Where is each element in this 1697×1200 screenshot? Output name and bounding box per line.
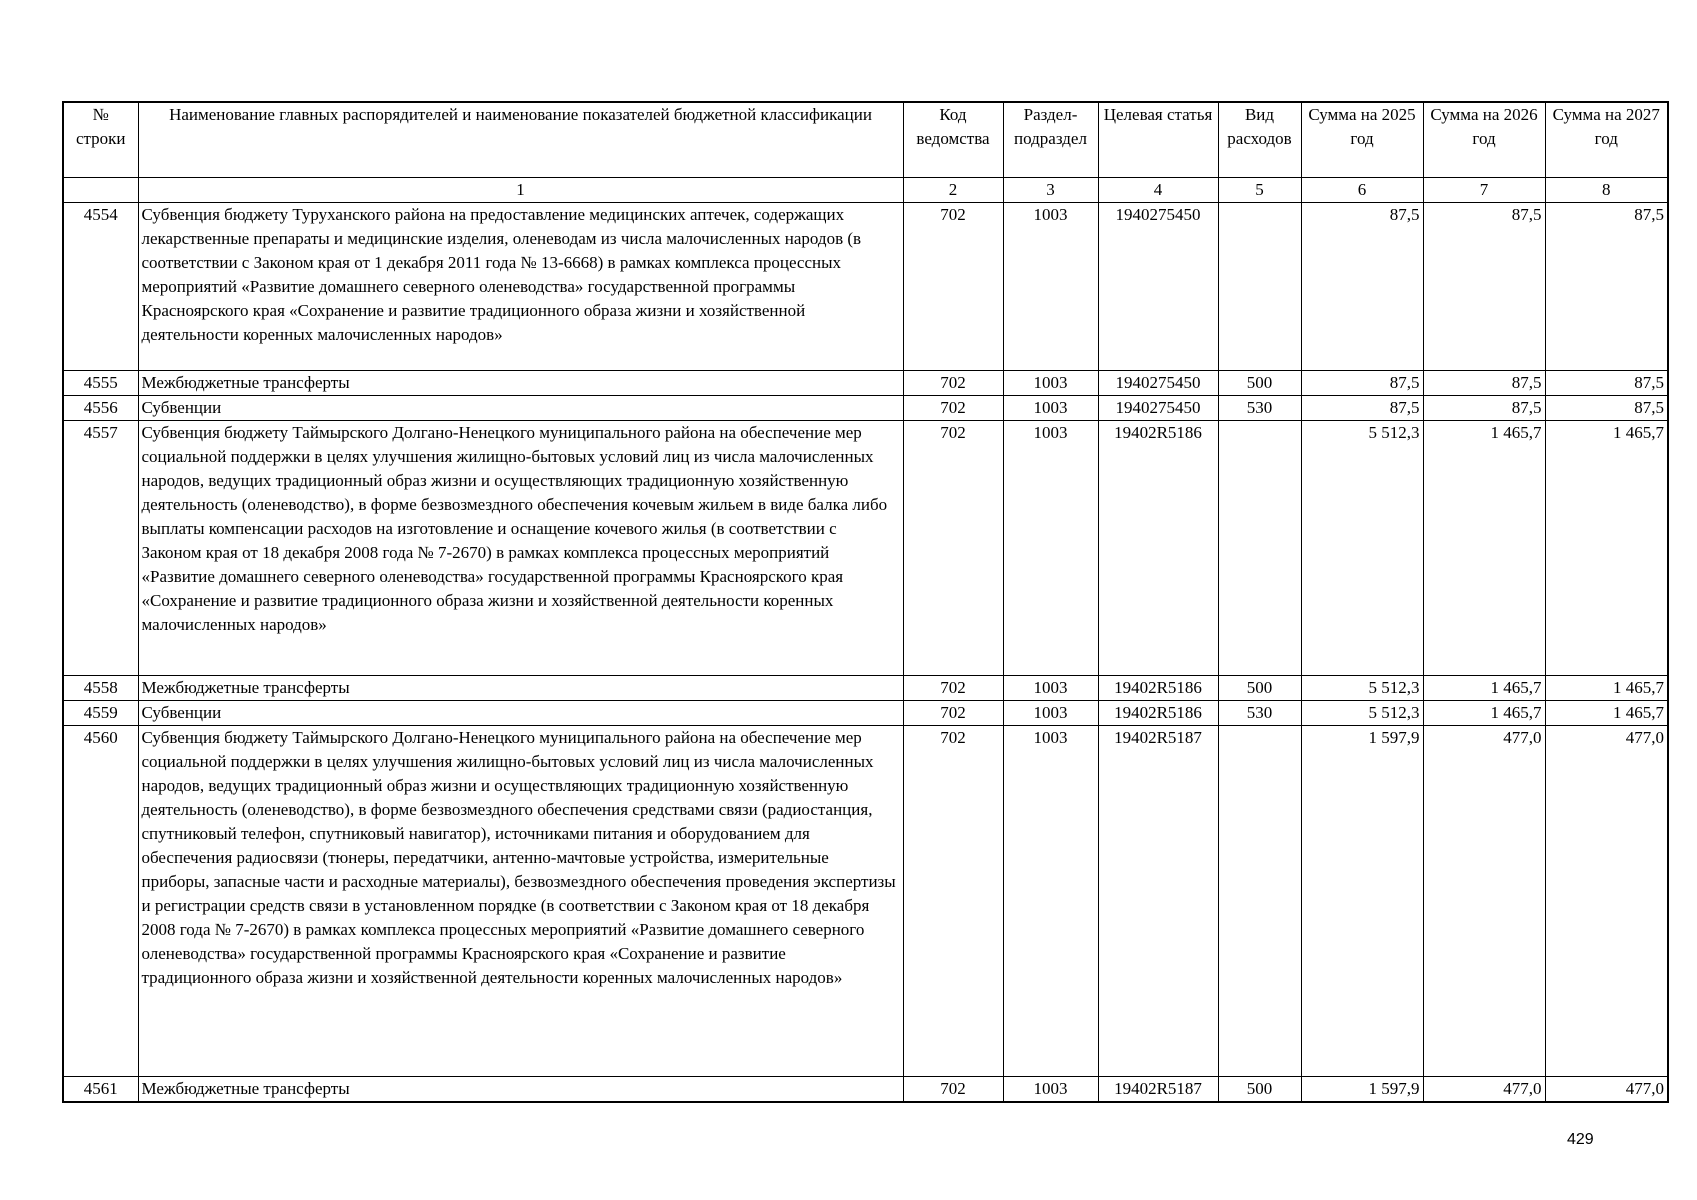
row-number: 4556 <box>63 396 138 421</box>
row-sum-2025: 5 512,3 <box>1301 676 1423 701</box>
row-sum-2026: 87,5 <box>1423 396 1545 421</box>
column-number: 8 <box>1545 178 1668 203</box>
row-target: 19402R5186 <box>1098 421 1218 676</box>
row-section: 1003 <box>1003 1077 1098 1103</box>
header-row <box>63 102 1668 178</box>
row-section: 1003 <box>1003 726 1098 1077</box>
row-sum-2027: 1 465,7 <box>1545 421 1668 676</box>
row-number: 4559 <box>63 701 138 726</box>
column-number-row <box>63 178 1668 203</box>
row-sum-2027: 87,5 <box>1545 203 1668 371</box>
column-number: 5 <box>1218 178 1301 203</box>
row-exp-type: 500 <box>1218 371 1301 396</box>
row-target: 19402R5187 <box>1098 1077 1218 1103</box>
row-name: Субвенции <box>138 396 903 421</box>
row-dept-code: 702 <box>903 203 1003 371</box>
row-sum-2026: 87,5 <box>1423 371 1545 396</box>
header-exp-type: Вид расходов <box>1218 102 1301 178</box>
row-target: 1940275450 <box>1098 396 1218 421</box>
row-sum-2025: 87,5 <box>1301 396 1423 421</box>
row-dept-code: 702 <box>903 1077 1003 1103</box>
row-sum-2025: 5 512,3 <box>1301 421 1423 676</box>
row-sum-2027: 87,5 <box>1545 371 1668 396</box>
row-dept-code: 702 <box>903 701 1003 726</box>
row-dept-code: 702 <box>903 396 1003 421</box>
header-section: Раздел-подраздел <box>1003 102 1098 178</box>
table-row <box>63 1077 1668 1103</box>
column-number: 2 <box>903 178 1003 203</box>
row-section: 1003 <box>1003 396 1098 421</box>
row-number: 4555 <box>63 371 138 396</box>
row-name: Межбюджетные трансферты <box>138 371 903 396</box>
column-number: 7 <box>1423 178 1545 203</box>
header-target: Целевая статья <box>1098 102 1218 178</box>
table-row <box>63 396 1668 421</box>
row-sum-2027: 477,0 <box>1545 1077 1668 1103</box>
row-sum-2027: 87,5 <box>1545 396 1668 421</box>
row-name: Субвенция бюджету Туруханского района на предоставление медицинских аптечек, содержащих лекарственные препараты и медицинские изделия, оленеводам из числа малочисленных народов (в соответствии с Законом края от 1 декабря 2011 года № 13-6668) в рамках комплекса процессных мероприятий «Развитие домашнего северного оленеводства» государственной программы Красноярского края «Сохранение и развитие традиционного образа жизни и хозяйственной деятельности коренных малочисленных народов» <box>138 203 903 371</box>
row-name: Субвенция бюджету Таймырского Долгано-Ненецкого муниципального района на обеспечение мер социальной поддержки в целях улучшения жилищно-бытовых условий лиц из числа малочисленных народов, ведущих традиционный образ жизни и осуществляющих традиционную хозяйственную деятельность (оленеводство), в форме безвозмездного обеспечения средствами связи (радиостанция, спутниковый телефон, спутниковый навигатор), источниками питания и оборудованием для обеспечения радиосвязи (тюнеры, передатчики, антенно-мачтовые устройства, измерительные приборы, запасные части и расходные материалы), безвозмездного обеспечения проведения экспертизы и регистрации средств связи в установленном порядке (в соответствии с Законом края от 18 декабря 2008 года № 7-2670) в рамках комплекса процессных мероприятий «Развитие домашнего северного оленеводства» государственной программы Красноярского края «Сохранение и развитие традиционного образа жизни и хозяйственной деятельности коренных малочисленных народов» <box>138 726 903 1077</box>
table-row <box>63 726 1668 1077</box>
row-sum-2026: 1 465,7 <box>1423 701 1545 726</box>
row-number: 4561 <box>63 1077 138 1103</box>
row-dept-code: 702 <box>903 726 1003 1077</box>
row-target: 1940275450 <box>1098 203 1218 371</box>
table-row <box>63 421 1668 676</box>
row-exp-type: 500 <box>1218 1077 1301 1103</box>
row-number: 4558 <box>63 676 138 701</box>
row-section: 1003 <box>1003 676 1098 701</box>
header-sum-2025: Сумма на 2025 год <box>1301 102 1423 178</box>
row-sum-2027: 477,0 <box>1545 726 1668 1077</box>
row-sum-2026: 477,0 <box>1423 1077 1545 1103</box>
header-row-no: № строки <box>63 102 138 178</box>
header-sum-2027: Сумма на 2027 год <box>1545 102 1668 178</box>
row-name: Субвенции <box>138 701 903 726</box>
row-section: 1003 <box>1003 701 1098 726</box>
row-exp-type: 530 <box>1218 396 1301 421</box>
header-sum-2026: Сумма на 2026 год <box>1423 102 1545 178</box>
column-number: 3 <box>1003 178 1098 203</box>
row-exp-type <box>1218 726 1301 1077</box>
row-sum-2025: 5 512,3 <box>1301 701 1423 726</box>
row-sum-2026: 477,0 <box>1423 726 1545 1077</box>
row-sum-2026: 1 465,7 <box>1423 676 1545 701</box>
header-dept-code: Код ведомства <box>903 102 1003 178</box>
column-number: 4 <box>1098 178 1218 203</box>
row-number: 4554 <box>63 203 138 371</box>
row-sum-2027: 1 465,7 <box>1545 676 1668 701</box>
row-name: Межбюджетные трансферты <box>138 1077 903 1103</box>
column-number <box>63 178 138 203</box>
row-dept-code: 702 <box>903 421 1003 676</box>
row-exp-type: 530 <box>1218 701 1301 726</box>
row-sum-2025: 87,5 <box>1301 203 1423 371</box>
row-sum-2027: 1 465,7 <box>1545 701 1668 726</box>
row-dept-code: 702 <box>903 371 1003 396</box>
row-target: 1940275450 <box>1098 371 1218 396</box>
page-number: 429 <box>1567 1131 1594 1148</box>
row-number: 4560 <box>63 726 138 1077</box>
row-sum-2025: 1 597,9 <box>1301 726 1423 1077</box>
row-section: 1003 <box>1003 421 1098 676</box>
row-sum-2026: 1 465,7 <box>1423 421 1545 676</box>
row-sum-2026: 87,5 <box>1423 203 1545 371</box>
row-sum-2025: 1 597,9 <box>1301 1077 1423 1103</box>
budget-table <box>62 101 1669 1103</box>
row-name: Субвенция бюджету Таймырского Долгано-Ненецкого муниципального района на обеспечение мер социальной поддержки в целях улучшения жилищно-бытовых условий лиц из числа малочисленных народов, ведущих традиционный образ жизни и осуществляющих традиционную хозяйственную деятельность (оленеводство), в форме безвозмездного обеспечения кочевым жильем в виде балка либо выплаты компенсации расходов на изготовление и оснащение кочевого жилья (в соответствии с Законом края от 18 декабря 2008 года № 7-2670) в рамках комплекса процессных мероприятий «Развитие домашнего северного оленеводства» государственной программы Красноярского края «Сохранение и развитие традиционного образа жизни и хозяйственной деятельности коренных малочисленных народов» <box>138 421 903 676</box>
row-section: 1003 <box>1003 203 1098 371</box>
row-target: 19402R5186 <box>1098 701 1218 726</box>
row-target: 19402R5186 <box>1098 676 1218 701</box>
row-section: 1003 <box>1003 371 1098 396</box>
row-sum-2025: 87,5 <box>1301 371 1423 396</box>
column-number: 1 <box>138 178 903 203</box>
table-row <box>63 701 1668 726</box>
row-exp-type: 500 <box>1218 676 1301 701</box>
column-number: 6 <box>1301 178 1423 203</box>
row-name: Межбюджетные трансферты <box>138 676 903 701</box>
row-exp-type <box>1218 203 1301 371</box>
table-row <box>63 371 1668 396</box>
row-exp-type <box>1218 421 1301 676</box>
row-target: 19402R5187 <box>1098 726 1218 1077</box>
table-row <box>63 203 1668 371</box>
header-name: Наименование главных распорядителей и наименование показателей бюджетной классификации <box>138 102 903 178</box>
row-number: 4557 <box>63 421 138 676</box>
table-row <box>63 676 1668 701</box>
row-dept-code: 702 <box>903 676 1003 701</box>
